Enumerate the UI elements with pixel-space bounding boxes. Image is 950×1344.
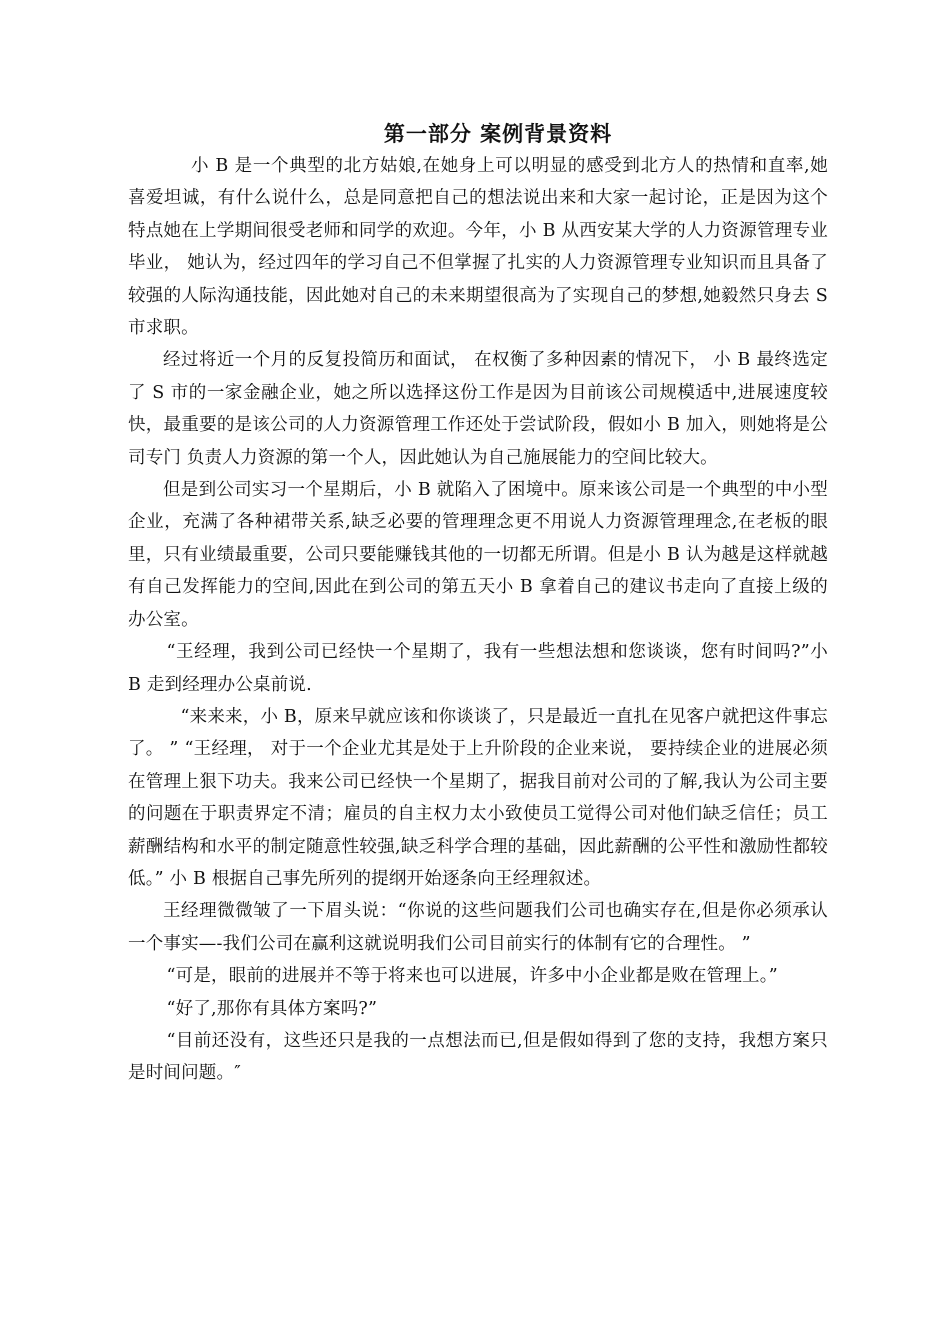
paragraph: 小 B 是一个典型的北方姑娘,在她身上可以明显的感受到北方人的热情和直率,她喜爱坦诚，有什么说什么，总是同意把自己的想法说出来和大家一起讨论，正是因为这个特点她在上学期间很受老师和同学的欢迎。今年，小 B 从西安某大学的人力资源管理专业毕业， 她认为，经过四年的学习自己不但掌握了扎实的人力资源管理专业知识而且具备了较强的人际沟通技能，因此她对自己的未来期望很高为了实现自己的梦想,她毅然只身去 S 市求职。 [128,156,828,339]
paragraph: “目前还没有，这些还只是我的一点想法而已,但是假如得到了您的支持，我想方案只是时间问题。″ [128,1030,828,1084]
paragraph: 王经理微微皱了一下眉头说：“你说的这些问题我们公司也确实存在,但是你必须承认一个事实—-我们公司在赢利这就说明我们公司目前实行的体制有它的合理性。 ” [128,901,828,954]
paragraph: 但是到公司实习一个星期后，小 B 就陷入了困境中。原来该公司是一个典型的中小型企业，充满了各种裙带关系,缺乏必要的管理理念更不用说人力资源管理理念,在老板的眼里，只有业绩最重要，公司只要能赚钱其他的一切都无所谓。但是小 B 认为越是这样就越 有自己发挥能力的空间,因此在到公司的第五天小 B 拿着自己的建议书走向了直接上级的办公室。 [128,480,828,630]
paragraph: “来来来，小 B，原来早就应该和你谈谈了，只是最近一直扎在见客户就把这件事忘了。 ” “王经理， 对于一个企业尤其是处于上升阶段的企业来说， 要持续企业的进展必须在管理上狠下功夫。我来公司已经快一个星期了，据我目前对公司的了解,我认为公司主要的问题在于职责界定不清；雇员的自主权力太小致使员工觉得公司对他们缺乏信任；员工薪酬结构和水平的制定随意性较强,缺乏科学合理的基础，因此薪酬的公平性和激励性都较低。” 小 B 根据自己事先所列的提纲开始逐条向王经理叙述。 [128,706,828,889]
document-title: 第一部分 案例背景资料 [383,121,613,146]
paragraph: “可是，眼前的进展并不等于将来也可以进展，许多中小企业都是败在管理上。” [166,966,778,987]
paragraph: 经过将近一个月的反复投简历和面试， 在权衡了多种因素的情况下， 小 B 最终选定了 S 市的一家金融企业，她之所以选择这份工作是因为目前该公司规模适中,进展速度较快，最重要的是该公司的人力资源管理工作还处于尝试阶段，假如小 B 加入，则她将是公司专门 负责人力资源的第一个人，因此她认为自己施展能力的空间比较大。 [128,350,828,468]
paragraph: “王经理，我到公司已经快一个星期了，我有一些想法想和您谈谈，您有时间吗?”小 B 走到经理办公桌前说. [128,642,828,695]
document-page [128,118,828,1090]
paragraph: “好了,那你有具体方案吗?” [166,998,378,1019]
